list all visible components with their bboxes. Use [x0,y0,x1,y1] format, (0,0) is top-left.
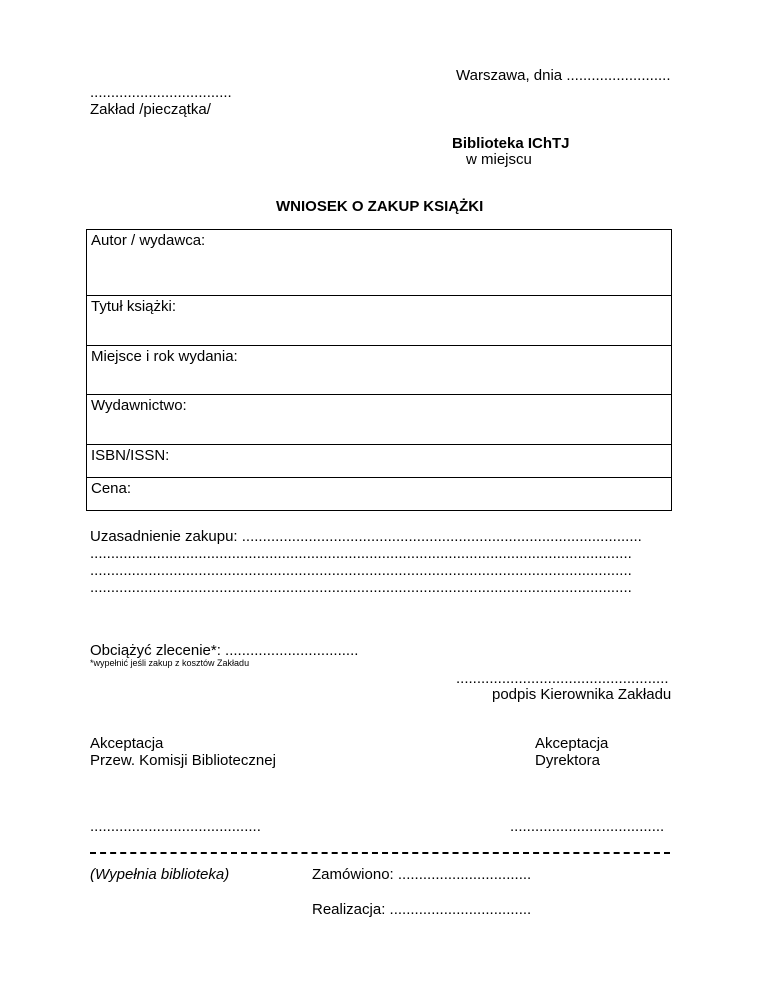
table-row [87,346,672,395]
acceptance-committee-line1: Akceptacja [90,735,164,752]
book-details-table [86,229,672,511]
field-label: ISBN/ISSN: [91,447,170,464]
table-row [87,296,672,346]
acceptance-committee-dots: ......................................... [90,818,261,835]
realization-label: Realizacja: .................................. [312,901,532,918]
acceptance-committee-line2: Przew. Komisji Bibliotecznej [90,752,276,769]
stamp-label: Zakład /pieczątka/ [90,101,211,118]
acceptance-director-line1: Akceptacja [535,735,609,752]
field-publisher[interactable] [87,395,672,445]
field-place-year[interactable] [87,346,672,395]
ordered-label: Zamówiono: ................................ [312,866,532,883]
head-signature-dots: ................................................... [456,670,669,687]
field-isbn[interactable] [87,445,672,478]
field-label: Miejsce i rok wydania: [91,348,238,365]
justification-line: .................................................................................................................................. [90,562,632,579]
recipient-location: w miejscu [466,151,532,168]
field-label: Autor / wydawca: [91,232,206,249]
head-signature-label: podpis Kierownika Zakładu [492,686,672,703]
order-label: Obciążyć zlecenie*: ................................ [90,642,359,659]
table-row [87,230,672,296]
acceptance-director-dots: ..................................... [510,818,665,835]
place-date: Warszawa, dnia ......................... [456,67,671,84]
field-price[interactable] [87,478,672,511]
justification-label: Uzasadnienie zakupu: ................................................................................................ [90,528,642,545]
justification-line: .................................................................................................................................. [90,579,632,596]
cut-line-divider [90,852,670,854]
field-label: Tytuł książki: [91,298,177,315]
table-row [87,445,672,478]
stamp-dots: .................................. [90,84,232,101]
field-author[interactable] [87,230,672,296]
field-title[interactable] [87,296,672,346]
table-row [87,395,672,445]
acceptance-director-line2: Dyrektora [535,752,601,769]
table-row [87,478,672,511]
field-label: Wydawnictwo: [91,397,187,414]
library-note: (Wypełnia biblioteka) [90,866,230,883]
justification-line: .................................................................................................................................. [90,545,632,562]
order-footnote: *wypełnić jeśli zakup z kosztów Zakładu [90,658,250,668]
document-title: WNIOSEK O ZAKUP KSIĄŻKI [276,198,484,215]
field-label: Cena: [91,480,132,497]
recipient-name: Biblioteka IChTJ [452,135,570,152]
